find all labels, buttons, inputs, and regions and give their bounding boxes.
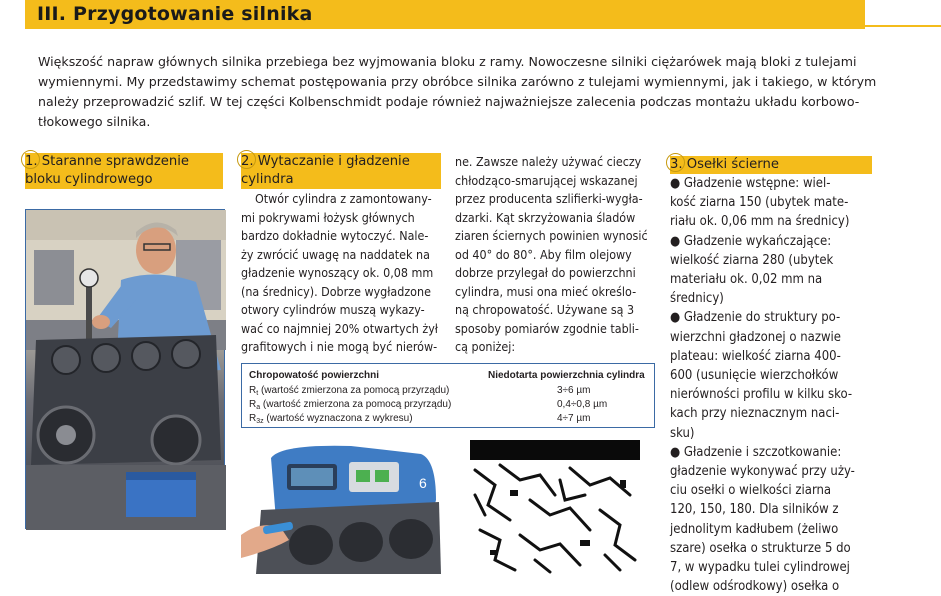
intro-line: należy przeprowadzić szlif. W tej części Kolbenschmidt podaje również najważniejsze zalecenia podczas montażu układu korbowo- <box>38 94 860 109</box>
text-line: dzarki. Kąt skrzyżowania śladów <box>455 209 636 225</box>
device-label: 6 <box>419 475 427 491</box>
text-line: grafitowych i nie mogą być nierów- <box>241 339 438 354</box>
intro-paragraph <box>38 52 878 132</box>
text-line: wać co najmniej 20% otwartych żył <box>241 320 438 336</box>
intro-line: wymiennymi. My przedstawimy schemat postępowania przy obróbce silnika zarówno z tulejami wymiennymi, jak i takiego, w którym <box>38 74 877 89</box>
param-desc: (wartość zmierzona za pomocą przyrządu) <box>258 385 450 396</box>
text-line: szare) osełka o strukturze 5 do <box>670 540 851 556</box>
text-line: przez producenta szlifierki-wygła- <box>455 191 643 206</box>
section1-heading-line2: bloku cylindrowego <box>25 171 223 189</box>
section-title-bar <box>25 0 865 29</box>
param-subscript: a <box>256 404 261 411</box>
text-line: riału ok. 0,06 mm na średnicy) <box>670 214 850 230</box>
text-line: sku) <box>670 425 695 441</box>
param-symbol: R <box>249 413 257 424</box>
text-line: mi pokrywami łożysk głównych <box>241 209 415 225</box>
intro-line: tłokowego silnika. <box>38 114 151 129</box>
text-line: wierzchni gładzonej o nazwie <box>670 329 841 345</box>
surface-microstructure-image <box>470 440 640 574</box>
text-line: ży zwrócić uwagę na naddatek na <box>241 246 430 262</box>
text-line: średnicy) <box>670 291 724 307</box>
number-ring <box>21 150 40 169</box>
number-ring <box>666 153 685 172</box>
param-desc: (wartość wyznaczona z wykresu) <box>263 413 413 424</box>
section2-number: 2. <box>241 154 254 169</box>
section1-heading-line1: Staranne sprawdzenie <box>41 154 190 169</box>
param-symbol: R <box>249 385 257 396</box>
text-line: kość ziarna 150 (ubytek mate- <box>670 195 849 211</box>
text-line: ● Gładzenie wykańczające: <box>670 233 832 249</box>
roughness-table <box>241 363 655 428</box>
text-line: bardzo dokładnie wytoczyć. Nale- <box>241 228 429 243</box>
section3-number: 3. <box>670 157 683 172</box>
text-line: wielkość ziarna 280 (ubytek <box>670 252 834 268</box>
param-desc: (wartość zmierzona za pomocą przyrządu) <box>260 399 452 410</box>
text-line: materiału ok. 0,02 mm na <box>670 272 823 288</box>
text-line: kach przy nieznacznym naci- <box>670 406 840 422</box>
table-row <box>249 399 451 411</box>
table-value: 0,4÷0,8 µm <box>557 399 608 410</box>
text-line: Otwór cylindra z zamontowany- <box>255 191 432 206</box>
text-line: ciu osełki o wielkości ziarna <box>670 483 832 499</box>
text-line: cylindra, musi ona mieć określo- <box>455 283 637 299</box>
table-value: 3÷6 µm <box>557 385 591 396</box>
mechanic-photo <box>25 209 225 529</box>
section3-body <box>670 174 872 596</box>
section3-heading-text: Osełki ścierne <box>686 157 779 172</box>
text-line: ziaren ściernych powinien wynosić <box>455 228 648 243</box>
text-line: sposoby pomiarów zgodnie tabli- <box>455 320 639 336</box>
section2-body <box>241 190 441 357</box>
text-line: chłodząco-smarującej wskazanej <box>455 172 638 188</box>
param-subscript: 3z <box>256 418 264 425</box>
section2-heading-line2: cylindra <box>241 171 441 189</box>
section1-heading <box>25 153 223 189</box>
section2-heading-line1: Wytaczanie i gładzenie <box>257 154 410 169</box>
text-line: ● Gładzenie wstępne: wiel- <box>670 176 831 191</box>
table-row <box>249 413 413 425</box>
text-line: cą poniżej: <box>455 339 516 354</box>
honing-device-photo <box>241 440 441 574</box>
table-header-surface: Niedotarta powierzchnia cylindra <box>488 370 645 381</box>
number-ring <box>237 150 256 169</box>
text-line: 120, 150, 180. Dla silników z <box>670 502 839 518</box>
text-line: ną chropowatość. Używane są 3 <box>455 302 635 317</box>
param-subscript: t <box>256 390 259 397</box>
text-line: ● Gładzenie do struktury po- <box>670 310 841 326</box>
text-line: jednolitym kadłubem (żeliwo <box>670 521 839 537</box>
table-header-roughness: Chropowatość powierzchni <box>249 370 380 381</box>
text-line: plateau: wielkość ziarna 400- <box>670 348 841 364</box>
section1-number: 1. <box>25 154 38 169</box>
microstructure-illustration <box>470 440 640 574</box>
table-row <box>249 385 449 397</box>
intro-line: Większość napraw głównych silnika przebiega bez wyjmowania bloku z ramy. Nowoczesne silniki ciężarówek mają bloki z tulejami <box>38 54 857 69</box>
section2-body-continued <box>455 153 655 357</box>
honing-device-illustration <box>241 440 441 574</box>
title-rule <box>865 25 941 27</box>
text-line: (na średnicy). Dobrze wygładzone <box>241 283 431 299</box>
param-symbol: R <box>249 399 257 410</box>
text-line: 600 (usunięcie wierzchołków <box>670 368 839 384</box>
text-line: nierówności profilu w kilku sko- <box>670 387 853 403</box>
text-line: gładzenie wykonywać przy uży- <box>670 464 855 480</box>
text-line: otwory cylindrów muszą wykazy- <box>241 302 425 317</box>
text-line: gładzenie wynoszący ok. 0,08 mm <box>241 265 434 280</box>
section3-heading <box>670 156 872 174</box>
text-line: ● Gładzenie i szczotkowanie: <box>670 444 842 460</box>
text-line: 7, w wypadku tulei cylindrowej <box>670 560 850 576</box>
page-title: III. Przygotowanie silnika <box>37 3 313 25</box>
text-line: od 40° do 80°. Aby film olejowy <box>455 246 632 262</box>
table-value: 4÷7 µm <box>557 413 591 424</box>
section2-heading <box>241 153 441 189</box>
mechanic-photo-illustration <box>26 210 226 530</box>
text-line: dobrze przylegał do powierzchni <box>455 265 636 280</box>
text-line: ne. Zawsze należy używać cieczy <box>455 154 642 169</box>
text-line: (odlew odśrodkowy) osełka o <box>670 579 840 595</box>
